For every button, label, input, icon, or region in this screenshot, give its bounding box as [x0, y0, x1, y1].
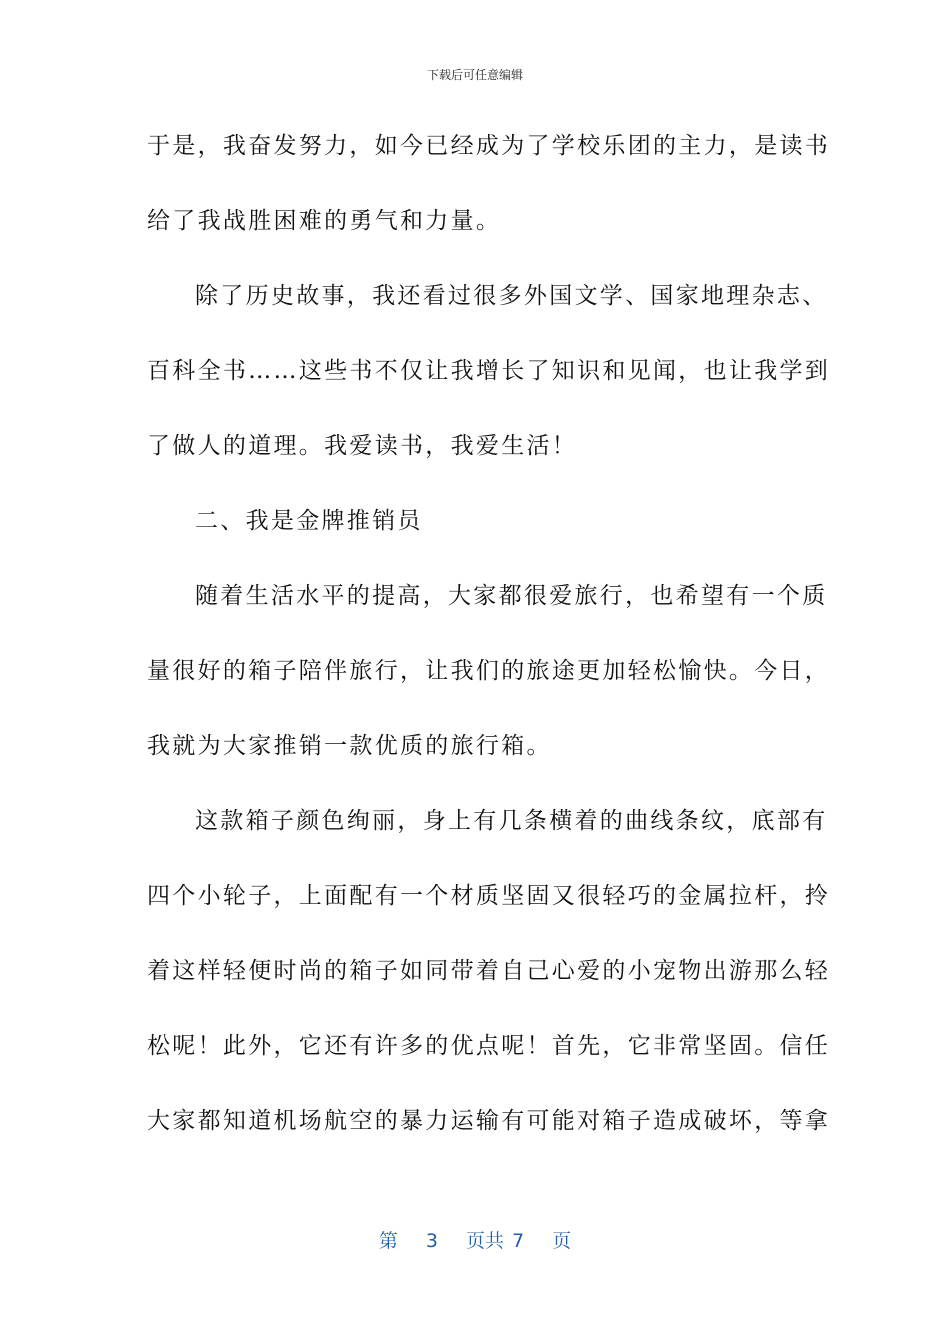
text-line: 四个小轮子，上面配有一个材质坚固又很轻巧的金属拉杆，拎 [147, 883, 831, 909]
text-line: 随着生活水平的提高，大家都很爱旅行，也希望有一个质 [195, 583, 828, 609]
header-note: 下载后可任意编辑 [426, 68, 523, 82]
footer-middle: 页共 [465, 1230, 504, 1252]
footer-prefix: 第 [378, 1230, 398, 1252]
text-line: 除了历史故事，我还看过很多外国文学、国家地理杂志、 [195, 283, 828, 309]
text-line: 着这样轻便时尚的箱子如同带着自己心爱的小宠物出游那么轻 [147, 958, 831, 984]
text-line: 松呢！此外，它还有许多的优点呢！首先，它非常坚固。信任 [147, 1033, 831, 1059]
total-pages-number: 7 [512, 1230, 525, 1252]
page-footer [0, 1226, 950, 1253]
text-line: 百科全书……这些书不仅让我增长了知识和见闻，也让我学到 [147, 358, 831, 384]
text-line: 于是，我奋发努力，如今已经成为了学校乐团的主力，是读书 [147, 133, 831, 159]
text-line: 大家都知道机场航空的暴力运输有可能对箱子造成破坏，等拿 [147, 1108, 831, 1134]
text-line: 量很好的箱子陪伴旅行，让我们的旅途更加轻松愉快。今日， [147, 658, 831, 684]
section-heading: 二、我是金牌推销员 [195, 508, 423, 534]
text-line: 了做人的道理。我爱读书，我爱生活！ [147, 433, 578, 459]
current-page-number: 3 [425, 1230, 438, 1252]
text-line: 给了我战胜困难的勇气和力量。 [147, 208, 502, 234]
text-line: 这款箱子颜色绚丽，身上有几条横着的曲线条纹，底部有 [195, 808, 828, 834]
footer-suffix: 页 [552, 1230, 572, 1252]
text-line: 我就为大家推销一款优质的旅行箱。 [147, 733, 552, 759]
